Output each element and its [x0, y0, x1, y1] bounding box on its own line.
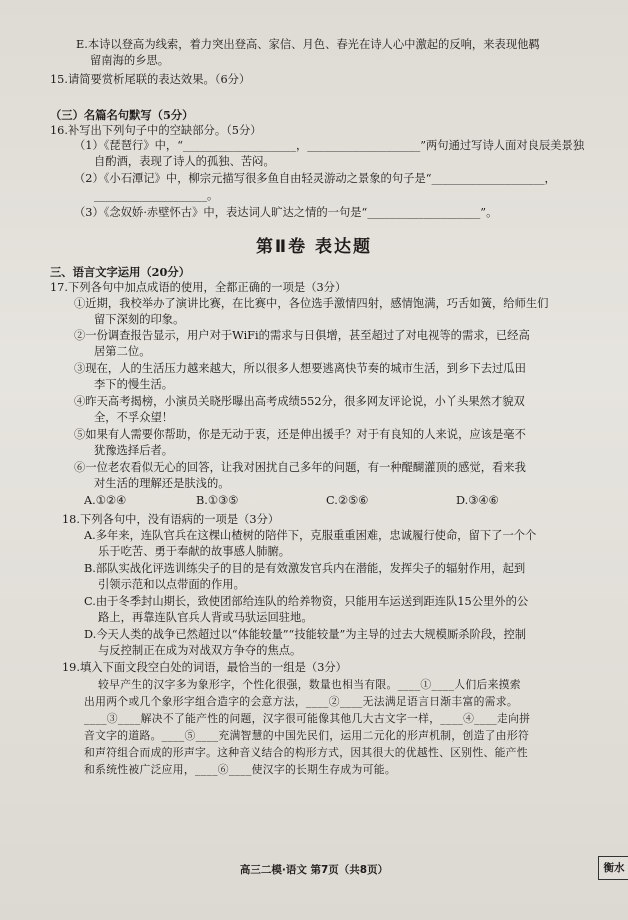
- text-line: B.①③⑤: [196, 494, 239, 507]
- text-line: 15.请简要赏析尾联的表达效果。（6分）: [50, 73, 251, 86]
- text-line: ____________________。: [94, 189, 219, 202]
- text-line: C.②⑤⑥: [326, 494, 369, 507]
- text-line: ④昨天高考揭榜，小演员关晓彤曝出高考成绩552分，很多网友评论说，小丫头果然才貌双: [74, 395, 525, 408]
- text-line: 19.填入下面文段空白处的词语，最恰当的一组是（3分）: [62, 661, 347, 674]
- text-line: 和系统性被广泛应用，____⑥____使汉字的长期生存成为可能。: [84, 763, 396, 776]
- text-line: C.由于冬季封山期长，致使团部给连队的给养物资，只能用车运送到距连队15公里外的公: [84, 595, 529, 608]
- text-line: ____③____解决不了能产性的问题，汉字很可能像其他几大古文字一样，____④____走向拼: [84, 712, 531, 725]
- text-line: 留南海的乡思。: [90, 54, 170, 67]
- text-line: 出用两个或几个象形字组合造字的会意方法，____②____无法满足语言日渐丰富的需求。: [84, 695, 518, 708]
- text-line: 18.下列各句中，没有语病的一项是（3分）: [62, 513, 280, 526]
- text-line: ①近期，我校举办了演讲比赛，在比赛中，各位选手激情四射，感情饱满，巧舌如簧，给师生们: [74, 297, 549, 310]
- text-line: 与反控制正在成为对战双方争夺的焦点。: [98, 644, 302, 657]
- text-line: （三）名篇名句默写（5分）: [50, 108, 194, 122]
- text-line: ⑥一位老农看似无心的回答，让我对困扰自己多年的问题，有一种醍醐灌顶的感觉，看来我: [74, 461, 526, 474]
- text-line: 16.补写出下列句子中的空缺部分。（5分）: [50, 124, 262, 137]
- text-line: 音文字的道路。____⑤____充满智慧的中国先民们，运用二元化的形声机制，创造了由形符: [84, 729, 530, 742]
- text-line: 和声符组合而成的形声字。这种音义结合的构形方式，因其很大的优越性、区别性、能产性: [84, 746, 528, 759]
- text-line: 自酌酒，表现了诗人的孤独、苦闷。: [94, 155, 275, 168]
- text-line: 犹豫选择后者。: [94, 444, 174, 457]
- text-line: D.今天人类的战争已然超过以“体能较量”“技能较量”为主导的过去大规模厮杀阶段，控制: [84, 628, 527, 641]
- text-line: 三、语言文字运用（20分）: [50, 265, 190, 279]
- text-line: D.③④⑥: [456, 494, 499, 507]
- volume-title: 第Ⅱ卷 表达题: [255, 237, 373, 257]
- corner-stamp: 衡水: [598, 856, 628, 880]
- text-line: （2）《小石潭记》中，柳宗元描写很多鱼自由轻灵游动之景象的句子是“____________________，: [74, 172, 556, 185]
- text-line: 居第二位。: [94, 345, 151, 358]
- text-line: 引领示范和以点带面的作用。: [98, 578, 245, 591]
- text-line: E.本诗以登高为线索，着力突出登高、家信、月色、春光在诗人心中激起的反响，来表现他羁: [76, 38, 540, 51]
- text-line: 17.下列各句中加点成语的使用，全都正确的一项是（3分）: [50, 281, 347, 294]
- page-footer: 高三二模·语文 第7页（共8页）: [239, 864, 389, 876]
- text-line: 留下深刻的印象。: [94, 313, 185, 326]
- text-line: （3）《念奴娇·赤壁怀古》中，表达词人旷达之情的一句是“____________________”。: [74, 206, 498, 219]
- text-line: ⑤如果有人需要你帮助，你是无动于衷，还是伸出援手？对于有良知的人来说，应该是毫不: [74, 428, 526, 441]
- text-line: 李下的慢生活。: [94, 378, 174, 391]
- text-line: 对生活的理解还是肤浅的。: [94, 477, 230, 490]
- text-line: ②一份调查报告显示，用户对于WiFi的需求与日俱增，甚至超过了对电视等的需求，已经高: [74, 329, 530, 342]
- text-line: 较早产生的汉字多为象形字，个性化很强，数量也相当有限。____①____人们后来摸索: [98, 678, 521, 691]
- text-line: 乐于吃苦、勇于奉献的故事感人肺腑。: [98, 545, 291, 558]
- text-line: B.部队实战化评选训练尖子的目的是有效激发官兵内在潜能，发挥尖子的辐射作用，起到: [84, 562, 526, 575]
- text-line: A.①②④: [84, 494, 127, 507]
- text-line: （1）《琵琶行》中，“____________________，____________________”两句通过写诗人面对良辰美景独: [74, 139, 585, 152]
- text-line: ③现在，人的生活压力越来越大，所以很多人想要逃离快节奏的城市生活，到乡下去过瓜田: [74, 362, 526, 375]
- text-line: 全，不孚众望！: [94, 411, 174, 424]
- text-line: 路上，再靠连队官兵人背或马驮运回驻地。: [98, 611, 313, 624]
- text-line: A.多年来，连队官兵在这棵山楂树的陪伴下，克服重重困难，忠诚履行使命，留下了一个个: [84, 529, 537, 542]
